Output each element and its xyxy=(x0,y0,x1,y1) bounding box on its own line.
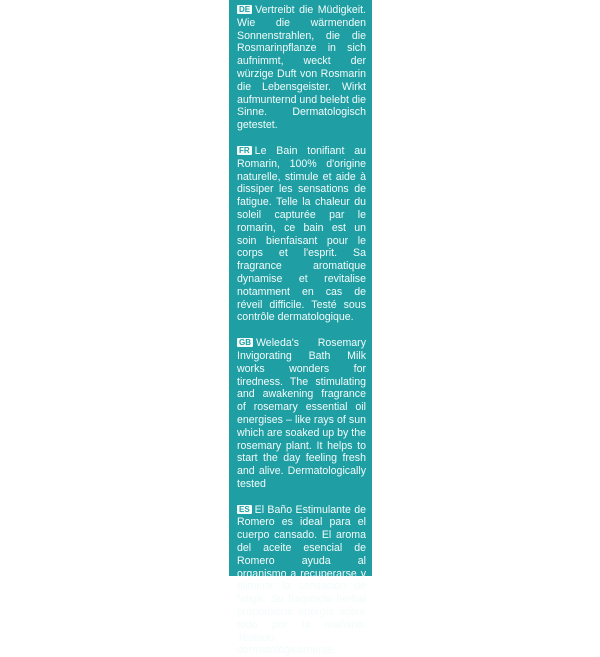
section-de xyxy=(237,4,366,132)
section-fr-text: Le Bain tonifiant au Romarin, 100% d'origine naturelle, stimule et aide à dissiper les sensations de fatigue. Telle la chaleur du soleil capturée par le romarin, ce bain est un soin bienfaisant pour le corps et l'esprit. Sa fragrance aromatique dynamise et revitalise notamment en cas de réveil difficile. Testé sous contrôle dermatologique. xyxy=(237,144,366,324)
language-badge-es: ES xyxy=(239,504,250,514)
section-es xyxy=(237,504,366,657)
section-es-text: El Baño Estimulante de Romero es ideal para el cuerpo cansado. El aroma del aceite esencial de Romero ayuda al organismo a recuperarse y eliminar la sensación de fatiga. Su fragancia herbal proporciona energía sobre todo por la mañana. Testado dermatológicamente. xyxy=(237,503,366,657)
teal-text-panel xyxy=(229,0,372,657)
language-badge-de: DE xyxy=(239,5,251,14)
language-badge-gb: GB xyxy=(239,338,251,348)
section-gb-text: Weleda's Rosemary Invigorating Bath Milk works wonders for tiredness. The stimulating and awakening fragrance of rosemary essential oil energises – like rays of sun which are soaked up by the rosemary plant. It helps to start the day feeling fresh and alive. Dermatologically tested xyxy=(237,337,366,490)
section-de-text: Vertreibt die Müdigkeit. Wie die wärmenden Sonnenstrahlen, die die Rosmarinpflanze in sich aufnimmt, weckt der würzige Duft von Rosmarin die Lebensgeister. Wirkt aufmunternd und belebt die Sinne. Dermatologisch getestet. xyxy=(237,4,366,132)
section-gb xyxy=(237,337,366,491)
section-fr xyxy=(237,145,366,324)
language-badge-fr: FR xyxy=(239,145,250,155)
